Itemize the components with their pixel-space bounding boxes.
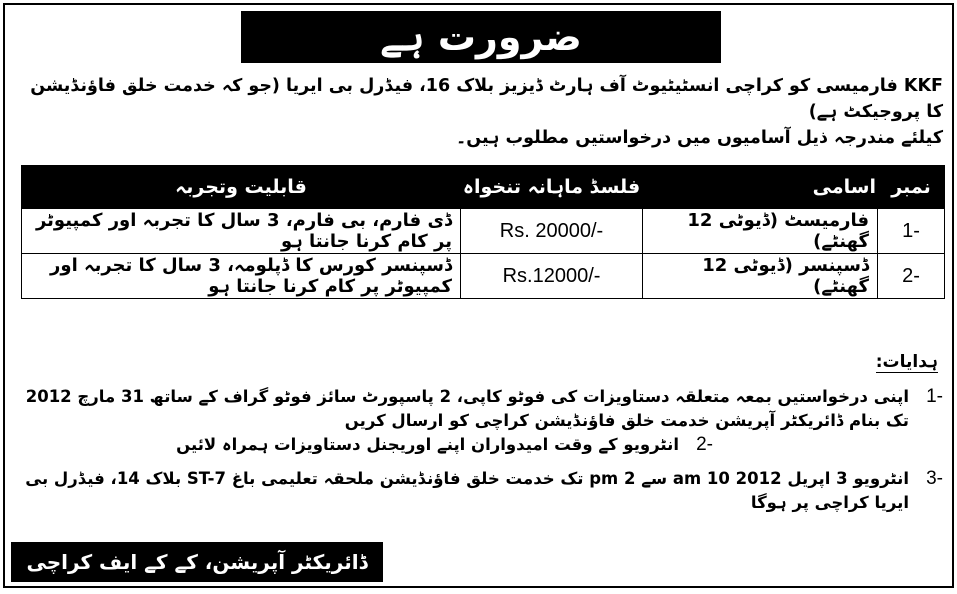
instruction-number: 1- [926, 386, 943, 407]
positions-table [21, 165, 945, 299]
instruction-text: انٹرویو کے وقت امیدواران اپنے اوریجنل دستاویزات ہمراہ لائیں [176, 435, 679, 454]
instructions-title: ہدایات: [875, 352, 938, 372]
row-position: فارمیسٹ (ڈیوٹی 12 گھنٹے) [643, 209, 878, 254]
row-qualification: ڈی فارم، بی فارم، 3 سال کا تجربہ اور کمپیوٹر پر کام کرنا جانتا ہو [22, 209, 461, 254]
row-number: 2- [902, 264, 920, 287]
instruction-item [23, 433, 943, 457]
row-position: ڈسپنسر (ڈیوٹی 12 گھنٹے) [643, 254, 878, 299]
instruction-number: 3- [926, 468, 943, 489]
instruction-text: انٹرویو 3 اپریل 2012 10 am سے 2 pm تک خدمت خلق فاؤنڈیشن ملحقہ تعلیمی باغ ST-7 بلاک 14، فیڈرل بی ایریا کراچی پر ہوگا [25, 469, 909, 512]
header-banner [241, 11, 721, 63]
footer-signature-banner [11, 542, 383, 582]
header-qualification: قابلیت وتجربہ [22, 166, 461, 209]
header-number: نمبر [878, 166, 945, 209]
instruction-number: 2- [696, 434, 713, 455]
table-row [22, 209, 945, 254]
row-salary: Rs. 20000/- [499, 219, 604, 242]
instruction-item [23, 467, 943, 515]
table-row [22, 254, 945, 299]
header-position: اسامی [643, 166, 878, 209]
row-salary: Rs.12000/- [502, 264, 601, 287]
table-header-row [22, 166, 945, 209]
instruction-item [23, 385, 943, 433]
instructions-list [23, 385, 943, 515]
footer-signature: ڈائریکٹر آپریشن، کے کے ایف کراچی [26, 550, 368, 574]
advertisement-page [3, 3, 954, 588]
instruction-text: اپنی درخواستیں بمعہ متعلقہ دستاویزات کی فوٹو کاپی، 2 پاسپورٹ سائز فوٹو گراف کے ساتھ 31 مارچ 2012 تک بنام ڈائریکٹر آپریشن خدمت خلق فاؤنڈیشن کراچی کو ارسال کریں [25, 387, 909, 430]
row-number: 1- [902, 219, 920, 242]
intro-line-1: KKF فارمیسی کو کراچی انسٹیٹیوٹ آف ہارٹ ڈیزیز بلاک 16، فیڈرل بی ایریا (جو کہ خدمت خلق فاؤنڈیشن کا پروجیکٹ ہے) [30, 76, 943, 122]
header-salary: فلسڈ ماہانہ تنخواہ [461, 166, 643, 209]
intro-paragraph [23, 73, 943, 151]
header-title: ضرورت ہے [380, 15, 582, 59]
row-qualification: ڈسپنسر کورس کا ڈپلومہ، 3 سال کا تجربہ اور کمپیوٹر پر کام کرنا جانتا ہو [22, 254, 461, 299]
intro-line-2: کیلئے مندرجہ ذیل آسامیوں میں درخواستیں مطلوب ہیں۔ [456, 128, 943, 148]
